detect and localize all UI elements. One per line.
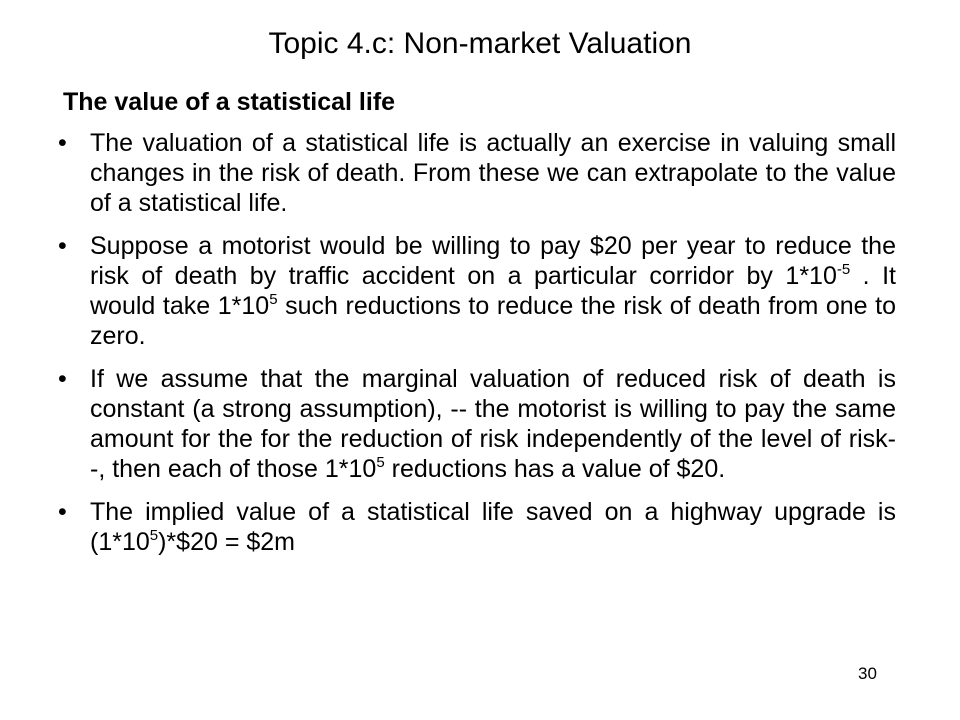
- bullet-text: reductions has a value of $20.: [384, 455, 726, 483]
- bullet-icon: •: [58, 498, 67, 526]
- bullet-item: [58, 497, 896, 557]
- bullet-list: [58, 128, 896, 570]
- bullet-text: Suppose a motorist would be willing to pay $20 per year to reduce the risk of death by traffic accident on a particular corridor by 1*10: [90, 232, 896, 290]
- slide-title: Topic 4.c: Non-market Valuation: [268, 27, 692, 60]
- bullet-item: [58, 231, 896, 351]
- exponent: -5: [836, 261, 851, 278]
- bullet-text: The implied value of a statistical life saved on a highway upgrade is (1*10: [90, 498, 896, 556]
- bullet-text: )*$20 = $2m: [158, 528, 295, 556]
- bullet-text: . It would take 1*10: [90, 262, 896, 320]
- bullet-item: [58, 364, 896, 484]
- bullet-text: The valuation of a statistical life is actually an exercise in valuing small changes in the risk of death. From these we can extrapolate to the value of a statistical life.: [90, 129, 896, 217]
- exponent: 5: [269, 291, 278, 308]
- bullet-text: such reductions to reduce the risk of death from one to zero.: [90, 292, 897, 350]
- bullet-icon: •: [58, 365, 67, 393]
- bullet-icon: •: [58, 129, 67, 157]
- bullet-icon: •: [58, 232, 67, 260]
- exponent: 5: [376, 454, 385, 471]
- bullet-item: [58, 128, 896, 218]
- exponent: 5: [149, 527, 159, 544]
- section-heading: The value of a statistical life: [63, 88, 396, 116]
- page-number: 30: [858, 664, 877, 683]
- bullet-text: If we assume that the marginal valuation of reduced risk of death is constant (a strong assumption), -- the motorist is willing to pay the same amount for the for the reduction of risk independently of the level of risk--, then each of those 1*10: [90, 365, 896, 483]
